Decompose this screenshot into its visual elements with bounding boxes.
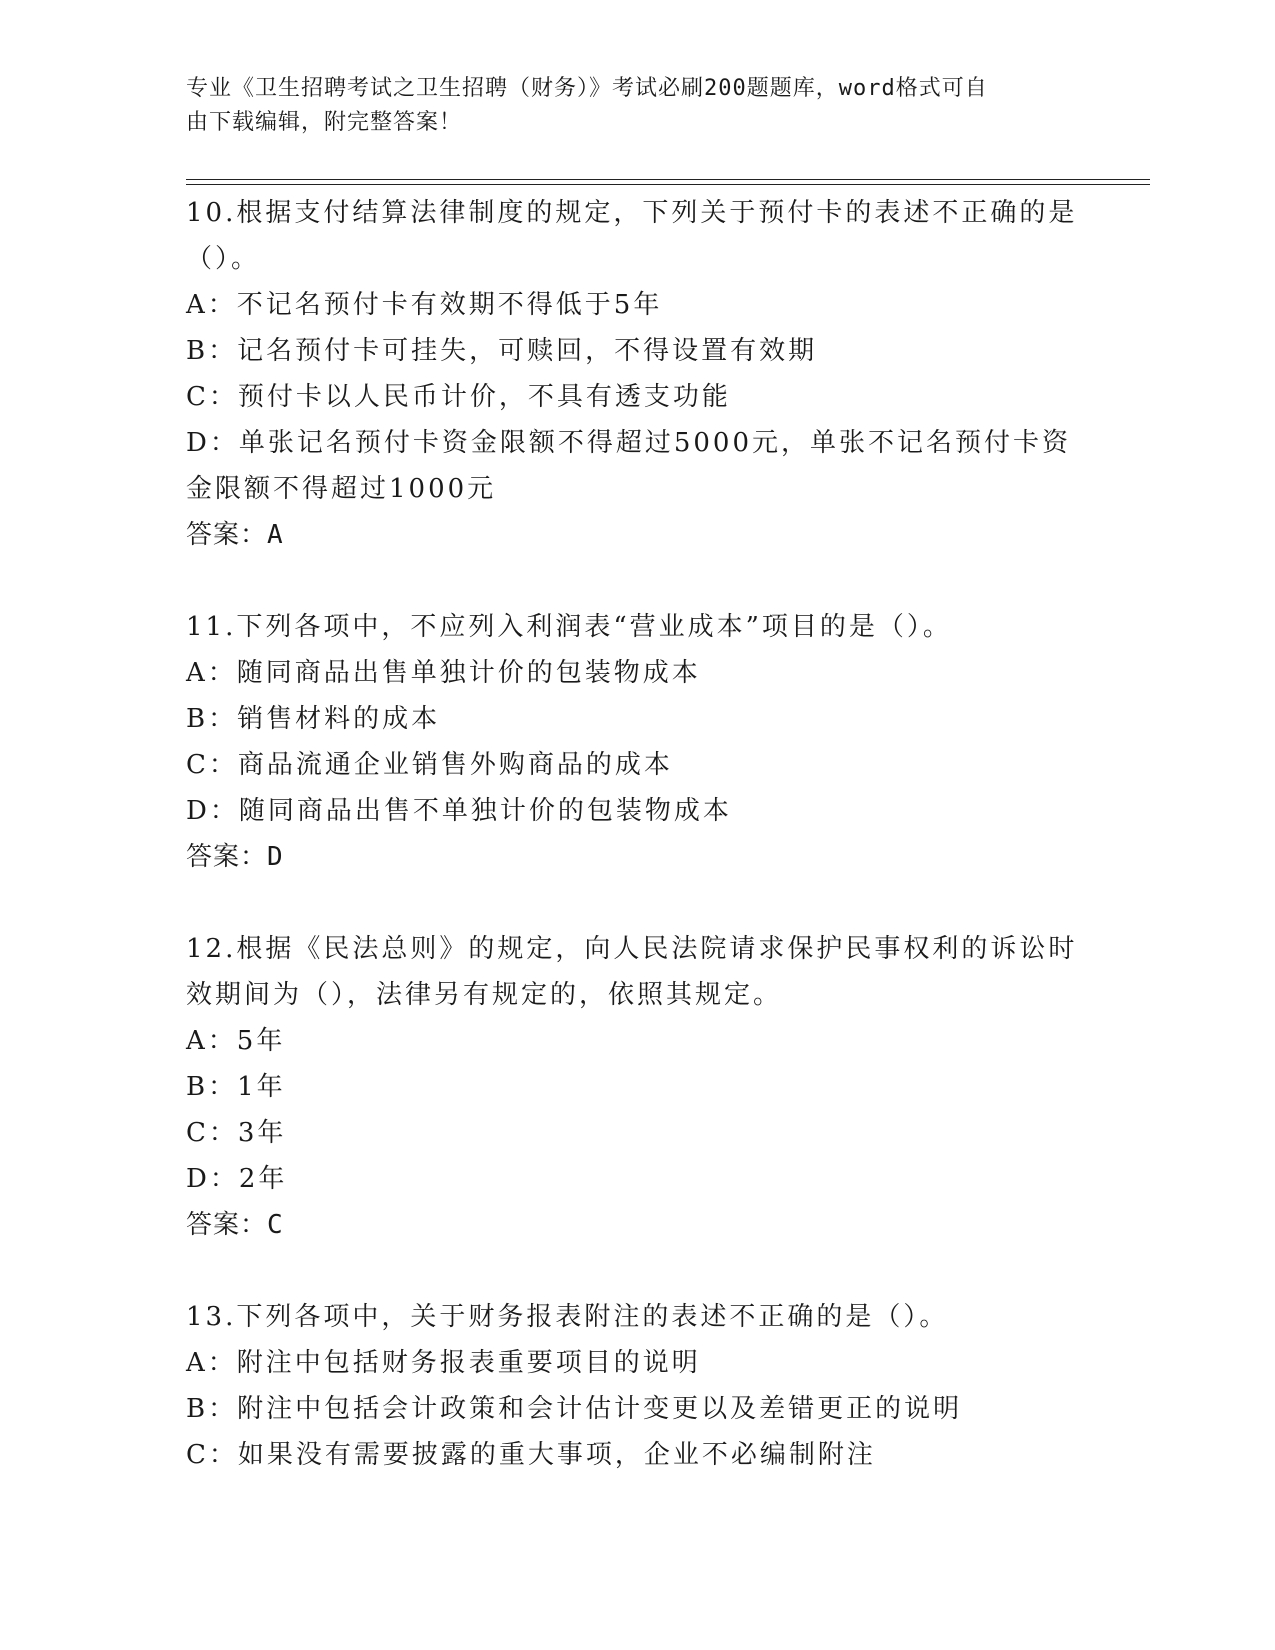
question-spacer <box>186 558 1086 604</box>
answer-option: C：预付卡以人民币计价，不具有透支功能 <box>186 382 731 412</box>
question-spacer <box>186 880 1086 926</box>
question-block <box>186 1294 1086 1478</box>
question-block <box>186 190 1086 604</box>
question-spacer <box>186 1248 1086 1294</box>
header-divider-bottom <box>186 184 1150 185</box>
answer-option: C：商品流通企业销售外购商品的成本 <box>186 750 673 780</box>
question-stem: （）。 <box>186 244 261 274</box>
answer-key: 答案：A <box>186 520 284 550</box>
answer-option: C：3年 <box>186 1118 287 1148</box>
question-stem: 效期间为（），法律另有规定的，依照其规定。 <box>186 980 783 1010</box>
header-line-1: 专业《卫生招聘考试之卫生招聘（财务）》考试必刷200题题库，word格式可自 <box>186 76 988 101</box>
answer-option: 金限额不得超过1000元 <box>186 474 497 504</box>
question-block <box>186 926 1086 1294</box>
answer-option: D：单张记名预付卡资金限额不得超过5000元，单张不记名预付卡资 <box>186 428 1072 458</box>
answer-option: A：5年 <box>186 1026 286 1056</box>
answer-option: B：记名预付卡可挂失，可赎回，不得设置有效期 <box>186 336 818 366</box>
question-list <box>186 190 1086 1478</box>
answer-option: D：随同商品出售不单独计价的包装物成本 <box>186 796 732 826</box>
answer-option: A：附注中包括财务报表重要项目的说明 <box>186 1348 701 1378</box>
answer-key: 答案：D <box>186 842 284 872</box>
answer-key: 答案：C <box>186 1210 284 1240</box>
question-stem: 11.下列各项中，不应列入利润表“营业成本”项目的是（）。 <box>186 612 952 642</box>
document-header <box>186 72 1066 140</box>
answer-option: B：1年 <box>186 1072 286 1102</box>
answer-option: A：随同商品出售单独计价的包装物成本 <box>186 658 701 688</box>
answer-option: D：2年 <box>186 1164 288 1194</box>
answer-option: C：如果没有需要披露的重大事项，企业不必编制附注 <box>186 1440 876 1470</box>
question-block <box>186 604 1086 926</box>
answer-option: B：附注中包括会计政策和会计估计变更以及差错更正的说明 <box>186 1394 963 1424</box>
question-stem: 10.根据支付结算法律制度的规定，下列关于预付卡的表述不正确的是 <box>186 198 1078 228</box>
header-line-2: 由下载编辑，附完整答案！ <box>186 110 463 135</box>
answer-option: B：销售材料的成本 <box>186 704 441 734</box>
question-stem: 12.根据《民法总则》的规定，向人民法院请求保护民事权利的诉讼时 <box>186 934 1078 964</box>
question-stem: 13.下列各项中，关于财务报表附注的表述不正确的是（）。 <box>186 1302 949 1332</box>
header-divider-top <box>186 179 1150 180</box>
answer-option: A：不记名预付卡有效期不得低于5年 <box>186 290 663 320</box>
